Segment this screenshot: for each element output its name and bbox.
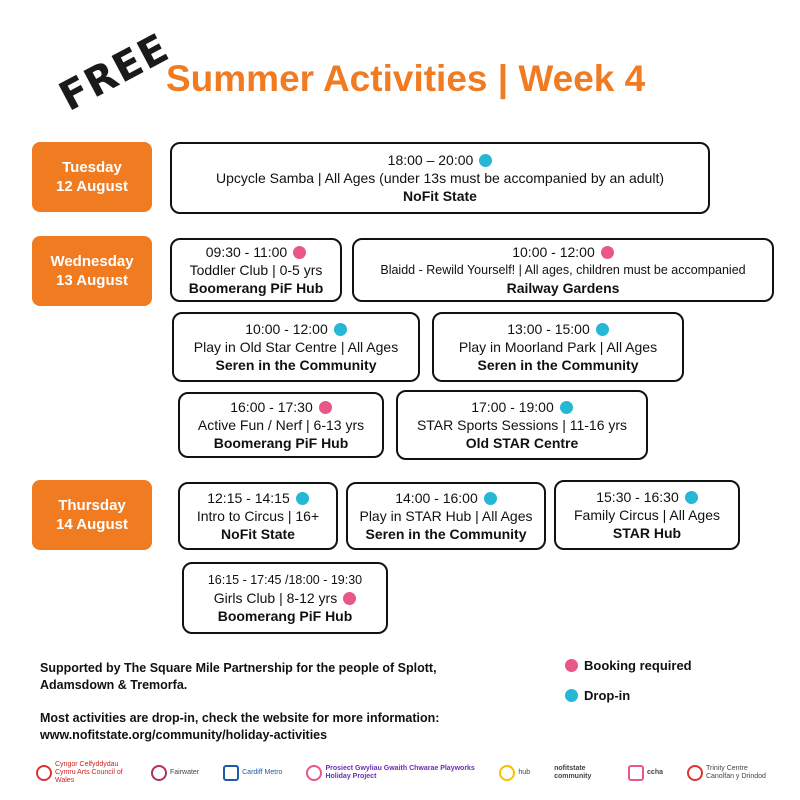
drop-in-dot-icon <box>479 154 492 167</box>
activity-family-circus <box>554 480 740 550</box>
activity-upcycle-samba <box>170 142 710 214</box>
activity-location: NoFit State <box>221 526 295 542</box>
activity-desc: Upcycle Samba | All Ages (under 13s must be accompanied by an adult) <box>216 170 664 186</box>
activity-desc: Toddler Club | 0-5 yrs <box>189 262 323 278</box>
drop-in-dot-icon <box>596 323 609 336</box>
drop-in-dot-icon <box>334 323 347 336</box>
activity-location: Seren in the Community <box>477 357 639 373</box>
activity-time: 14:00 - 16:00 <box>395 490 478 506</box>
activity-star-sports <box>396 390 648 460</box>
day-date: 12 August <box>56 178 128 195</box>
activity-time: 10:00 - 12:00 <box>245 321 328 337</box>
activity-intro-to-circus <box>178 482 338 550</box>
trinity-logo <box>687 765 766 781</box>
activity-time: 12:15 - 14:15 <box>207 490 290 506</box>
page-title: Summer Activities | Week 4 <box>166 58 646 99</box>
activity-location: STAR Hub <box>612 525 682 541</box>
activity-location: Boomerang PiF Hub <box>213 435 349 451</box>
activity-old-star-centre <box>172 312 420 382</box>
activity-desc: Girls Club | 8-12 yrs <box>213 590 338 606</box>
prosiect-text: Prosiect Gwyliau Gwaith Chwarae Playworks Holiday Project <box>325 765 475 780</box>
activity-time: 15:30 - 16:30 <box>596 489 679 505</box>
legend-dropin <box>565 688 630 703</box>
trinity-icon <box>687 765 703 781</box>
day-wednesday <box>32 236 152 306</box>
activity-desc: Blaidd - Rewild Yourself! | All ages, children must be accompanied <box>380 263 746 277</box>
activity-desc: Play in Old Star Centre | All Ages <box>193 339 399 355</box>
hub-text: hub <box>518 769 531 776</box>
cardiff-logo <box>223 765 282 781</box>
day-date: 14 August <box>56 516 128 533</box>
hub-icon <box>499 765 515 781</box>
activity-location: Boomerang PiF Hub <box>188 280 324 296</box>
activity-time: 16:00 - 17:30 <box>230 399 313 415</box>
activity-location: Seren in the Community <box>215 357 377 373</box>
nofitstate-text: nofitstate community <box>554 765 592 780</box>
drop-in-dot-icon <box>565 689 578 702</box>
day-name: Wednesday <box>50 253 134 270</box>
drop-in-dot-icon <box>685 491 698 504</box>
booking-dot-icon <box>601 246 614 259</box>
day-tuesday <box>32 142 152 212</box>
prosiect-logo <box>306 765 475 781</box>
ccha-text: ccha <box>647 769 663 776</box>
activity-blaidd <box>352 238 774 302</box>
arts-council-text: Cyngor Celfyddydau Cymru Arts Council of Wales <box>55 761 123 784</box>
activity-location: NoFit State <box>403 188 477 204</box>
activity-toddler-club <box>170 238 342 302</box>
supported-line-2: Adamsdown & Tremorfa. <box>40 678 188 692</box>
activity-location: Railway Gardens <box>506 280 620 296</box>
legend-booking-label: Booking required <box>584 658 692 673</box>
activity-desc: Family Circus | All Ages <box>573 507 720 523</box>
day-thursday <box>32 480 152 550</box>
activity-active-fun-nerf <box>178 392 384 458</box>
cardiff-text: Cardiff Metro <box>242 769 283 776</box>
activity-desc: Play in Moorland Park | All Ages <box>458 339 658 355</box>
activity-desc: Intro to Circus | 16+ <box>196 508 320 524</box>
drop-in-dot-icon <box>560 401 573 414</box>
activity-play-in-star-hub <box>346 482 546 550</box>
legend-booking <box>565 658 692 673</box>
heart-icon <box>306 765 322 781</box>
hub-logo <box>499 765 530 781</box>
activity-desc: Active Fun / Nerf | 6-13 yrs <box>197 417 365 433</box>
booking-dot-icon <box>343 592 356 605</box>
trinity-text: Trinity Centre Canolfan y Drindod <box>705 765 766 780</box>
info-text <box>40 710 439 744</box>
info-line-1: Most activities are drop-in, check the website for more information: <box>40 711 440 725</box>
activity-time: 17:00 - 19:00 <box>471 399 554 415</box>
legend-dropin-label: Drop-in <box>584 688 631 703</box>
activity-time: 18:00 – 20:00 <box>387 152 474 168</box>
booking-dot-icon <box>293 246 306 259</box>
ccha-logo <box>628 765 663 781</box>
activity-moorland-park <box>432 312 684 382</box>
booking-dot-icon <box>319 401 332 414</box>
activity-time: 16:15 - 17:45 /18:00 - 19:30 <box>207 573 363 587</box>
fairwater-logo <box>151 765 199 781</box>
arts-council-logo <box>36 761 127 785</box>
drop-in-dot-icon <box>484 492 497 505</box>
activity-time: 09:30 - 11:00 <box>205 244 288 260</box>
day-name: Tuesday <box>62 159 122 176</box>
activity-time: 13:00 - 15:00 <box>507 321 590 337</box>
activity-desc: Play in STAR Hub | All Ages <box>359 508 533 524</box>
fairwater-icon <box>151 765 167 781</box>
activity-location: Seren in the Community <box>365 526 527 542</box>
website-link[interactable]: www.nofitstate.org/community/holiday-activities <box>40 728 328 742</box>
free-label: FREE <box>52 25 177 121</box>
activity-location: Boomerang PiF Hub <box>217 608 353 624</box>
ccha-icon <box>628 765 644 781</box>
activity-desc: STAR Sports Sessions | 11-16 yrs <box>416 417 628 433</box>
activity-location: Old STAR Centre <box>465 435 579 451</box>
nofitstate-logo <box>554 765 604 781</box>
supported-line-1: Supported by The Square Mile Partnership for the people of Splott, <box>40 661 437 675</box>
day-date: 13 August <box>56 272 128 289</box>
fairwater-text: Fairwater <box>169 769 200 776</box>
activity-time: 10:00 - 12:00 <box>512 244 595 260</box>
activity-girls-club <box>182 562 388 634</box>
drop-in-dot-icon <box>296 492 309 505</box>
cardiff-icon <box>223 765 239 781</box>
booking-dot-icon <box>565 659 578 672</box>
sponsor-logos <box>36 760 766 786</box>
day-name: Thursday <box>58 497 126 514</box>
arts-council-icon <box>36 765 52 781</box>
supported-by-text <box>40 660 437 694</box>
